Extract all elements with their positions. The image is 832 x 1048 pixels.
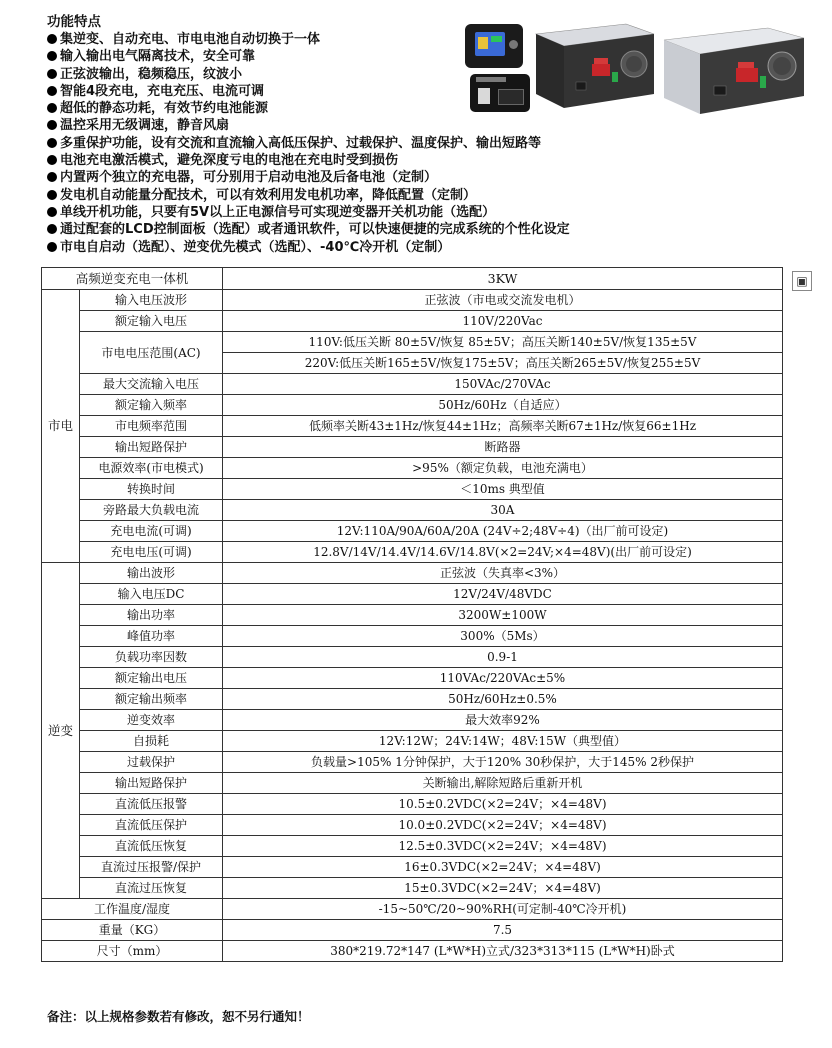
bullet-icon bbox=[47, 172, 57, 182]
row-value: 10.5±0.2VDC(×2=24V；×4=48V) bbox=[223, 794, 783, 815]
table-row bbox=[42, 479, 783, 500]
table-row bbox=[42, 878, 783, 899]
bullet-icon bbox=[47, 242, 57, 252]
feature-item: 单线开机功能，只要有5V以上正电源信号可实现逆变器开关机功能（选配） bbox=[47, 204, 667, 221]
table-row bbox=[42, 584, 783, 605]
feature-title: 功能特点 bbox=[47, 14, 101, 30]
table-row bbox=[42, 710, 783, 731]
inverter-image-silver bbox=[660, 22, 806, 118]
feature-item: 正弦波输出，稳频稳压，纹波小 bbox=[47, 66, 667, 83]
row-value: 300%（5Ms） bbox=[223, 626, 783, 647]
feature-item: 通过配套的LCD控制面板（选配）或者通讯软件，可以快速便捷的完成系统的个性化设定 bbox=[47, 221, 667, 238]
table-row bbox=[42, 815, 783, 836]
row-value: 断路器 bbox=[223, 437, 783, 458]
row-label: 尺寸（mm） bbox=[42, 941, 223, 962]
row-value: 关断输出,解除短路后重新开机 bbox=[223, 773, 783, 794]
table-row bbox=[42, 605, 783, 626]
group-label-mains: 市电 bbox=[42, 290, 80, 563]
row-label: 逆变效率 bbox=[80, 710, 223, 731]
table-row bbox=[42, 395, 783, 416]
header-value: 3KW bbox=[223, 268, 783, 290]
table-row bbox=[42, 941, 783, 962]
table-row bbox=[42, 899, 783, 920]
row-label: 旁路最大负载电流 bbox=[80, 500, 223, 521]
group-label-inverter: 逆变 bbox=[42, 563, 80, 899]
table-row bbox=[42, 689, 783, 710]
table-row bbox=[42, 668, 783, 689]
feature-item: 电池充电激活模式，避免深度亏电的电池在充电时受到损伤 bbox=[47, 152, 667, 169]
bullet-icon bbox=[47, 190, 57, 200]
table-row bbox=[42, 731, 783, 752]
row-label: 负载功率因数 bbox=[80, 647, 223, 668]
row-value: 正弦波（失真率<3%） bbox=[223, 563, 783, 584]
row-value: 7.5 bbox=[223, 920, 783, 941]
table-row bbox=[42, 794, 783, 815]
row-value: 50Hz/60Hz±0.5% bbox=[223, 689, 783, 710]
row-value: 12.8V/14V/14.4V/14.6V/14.8V(×2=24V;×4=48V)(出厂前可设定) bbox=[223, 542, 783, 563]
row-label: 直流低压恢复 bbox=[80, 836, 223, 857]
feature-item: 超低的静态功耗，有效节约电池能源 bbox=[47, 100, 667, 117]
row-label: 输出短路保护 bbox=[80, 437, 223, 458]
row-value: 15±0.3VDC(×2=24V；×4=48V) bbox=[223, 878, 783, 899]
row-label: 最大交流输入电压 bbox=[80, 374, 223, 395]
table-row bbox=[42, 647, 783, 668]
table-row bbox=[42, 311, 783, 332]
bullet-icon bbox=[47, 138, 57, 148]
row-label: 转换时间 bbox=[80, 479, 223, 500]
table-row bbox=[42, 290, 783, 311]
spec-table bbox=[41, 267, 783, 962]
row-label: 峰值功率 bbox=[80, 626, 223, 647]
row-value: 低频率关断43±1Hz/恢复44±1Hz；高频率关断67±1Hz/恢复66±1Hz bbox=[223, 416, 783, 437]
row-label: 电源效率(市电模式) bbox=[80, 458, 223, 479]
row-value: 110VAc/220VAc±5% bbox=[223, 668, 783, 689]
row-label: 充电电压(可调) bbox=[80, 542, 223, 563]
feature-item: 多重保护功能，设有交流和直流输入高低压保护、过载保护、温度保护、输出短路等 bbox=[47, 135, 667, 152]
row-label: 额定输出电压 bbox=[80, 668, 223, 689]
row-value: -15~50℃/20~90%RH(可定制-40℃冷开机) bbox=[223, 899, 783, 920]
row-label: 市电频率范围 bbox=[80, 416, 223, 437]
row-value: 380*219.72*147 (L*W*H)立式/323*313*115 (L*W*H)卧式 bbox=[223, 941, 783, 962]
feature-item: 市电自启动（选配）、逆变优先模式（选配）、-40℃冷开机（定制） bbox=[47, 239, 667, 256]
lcd-control-panel-image bbox=[465, 24, 523, 68]
row-value: 30A bbox=[223, 500, 783, 521]
row-label: 自损耗 bbox=[80, 731, 223, 752]
bullet-icon bbox=[47, 120, 57, 130]
table-row bbox=[42, 542, 783, 563]
row-label: 输出功率 bbox=[80, 605, 223, 626]
feature-item: 发电机自动能量分配技术，可以有效利用发电机功率，降低配置（定制） bbox=[47, 187, 667, 204]
table-row bbox=[42, 332, 783, 353]
row-value: 220V:低压关断165±5V/恢复175±5V；高压关断265±5V/恢复255±5V bbox=[223, 353, 783, 374]
row-label: 充电电流(可调) bbox=[80, 521, 223, 542]
table-row bbox=[42, 500, 783, 521]
row-value: 50Hz/60Hz（自适应） bbox=[223, 395, 783, 416]
header-label: 高频逆变充电一体机 bbox=[42, 268, 223, 290]
table-row bbox=[42, 416, 783, 437]
table-row bbox=[42, 920, 783, 941]
row-value: 150VAc/270VAc bbox=[223, 374, 783, 395]
bullet-icon bbox=[47, 34, 57, 44]
row-value: 正弦波（市电或交流发电机） bbox=[223, 290, 783, 311]
bullet-icon bbox=[47, 155, 57, 165]
row-value: 0.9-1 bbox=[223, 647, 783, 668]
inverter-image-black bbox=[530, 20, 658, 112]
row-label: 过载保护 bbox=[80, 752, 223, 773]
row-label: 输入电压波形 bbox=[80, 290, 223, 311]
row-value: 12.5±0.3VDC(×2=24V；×4=48V) bbox=[223, 836, 783, 857]
bullet-icon bbox=[47, 103, 57, 113]
row-value: 110V:低压关断 80±5V/恢复 85±5V；高压关断140±5V/恢复135±5V bbox=[223, 332, 783, 353]
footer-note: 备注：以上规格参数若有修改，恕不另行通知！ bbox=[47, 1009, 310, 1024]
table-row bbox=[42, 437, 783, 458]
bullet-icon bbox=[47, 224, 57, 234]
table-row bbox=[42, 268, 783, 290]
table-row bbox=[42, 563, 783, 584]
row-label: 输出波形 bbox=[80, 563, 223, 584]
table-row bbox=[42, 626, 783, 647]
bullet-icon bbox=[47, 207, 57, 217]
row-label: 额定输入频率 bbox=[80, 395, 223, 416]
row-label: 额定输出频率 bbox=[80, 689, 223, 710]
row-value: ＜10ms 典型值 bbox=[223, 479, 783, 500]
bullet-icon bbox=[47, 69, 57, 79]
row-value: 16±0.3VDC(×2=24V；×4=48V) bbox=[223, 857, 783, 878]
row-label: 直流过压恢复 bbox=[80, 878, 223, 899]
row-label: 重量（KG） bbox=[42, 920, 223, 941]
bullet-icon bbox=[47, 51, 57, 61]
row-value: >95%（额定负载，电池充满电） bbox=[223, 458, 783, 479]
table-row bbox=[42, 836, 783, 857]
row-label: 市电电压范围(AC) bbox=[80, 332, 223, 374]
row-value: 最大效率92% bbox=[223, 710, 783, 731]
row-label: 直流过压报警/保护 bbox=[80, 857, 223, 878]
table-layout-icon[interactable]: ▣ bbox=[792, 271, 812, 291]
row-label: 工作温度/湿度 bbox=[42, 899, 223, 920]
row-value: 12V/24V/48VDC bbox=[223, 584, 783, 605]
table-row bbox=[42, 857, 783, 878]
feature-item: 集逆变、自动充电、市电电池自动切换于一体 bbox=[47, 31, 667, 48]
row-label: 额定输入电压 bbox=[80, 311, 223, 332]
row-label: 直流低压报警 bbox=[80, 794, 223, 815]
table-row bbox=[42, 752, 783, 773]
feature-item: 内置两个独立的充电器，可分别用于启动电池及后备电池（定制） bbox=[47, 169, 667, 186]
row-value: 110V/220Vac bbox=[223, 311, 783, 332]
row-value: 12V:110A/90A/60A/20A (24V÷2;48V÷4)（出厂前可设定) bbox=[223, 521, 783, 542]
row-value: 3200W±100W bbox=[223, 605, 783, 626]
bullet-icon bbox=[47, 86, 57, 96]
row-label: 输出短路保护 bbox=[80, 773, 223, 794]
feature-item: 智能4段充电，充电充压、电流可调 bbox=[47, 83, 667, 100]
table-row bbox=[42, 374, 783, 395]
row-label: 直流低压保护 bbox=[80, 815, 223, 836]
table-row bbox=[42, 521, 783, 542]
feature-item: 温控采用无级调速，静音风扇 bbox=[47, 117, 667, 134]
remote-switch-panel-image bbox=[470, 74, 530, 112]
table-row bbox=[42, 773, 783, 794]
row-label: 输入电压DC bbox=[80, 584, 223, 605]
row-value: 负载量>105% 1分钟保护，大于120% 30秒保护，大于145% 2秒保护 bbox=[223, 752, 783, 773]
table-row bbox=[42, 458, 783, 479]
row-value: 10.0±0.2VDC(×2=24V；×4=48V) bbox=[223, 815, 783, 836]
row-value: 12V:12W；24V:14W；48V:15W（典型值） bbox=[223, 731, 783, 752]
feature-item: 输入输出电气隔离技术，安全可靠 bbox=[47, 48, 667, 65]
